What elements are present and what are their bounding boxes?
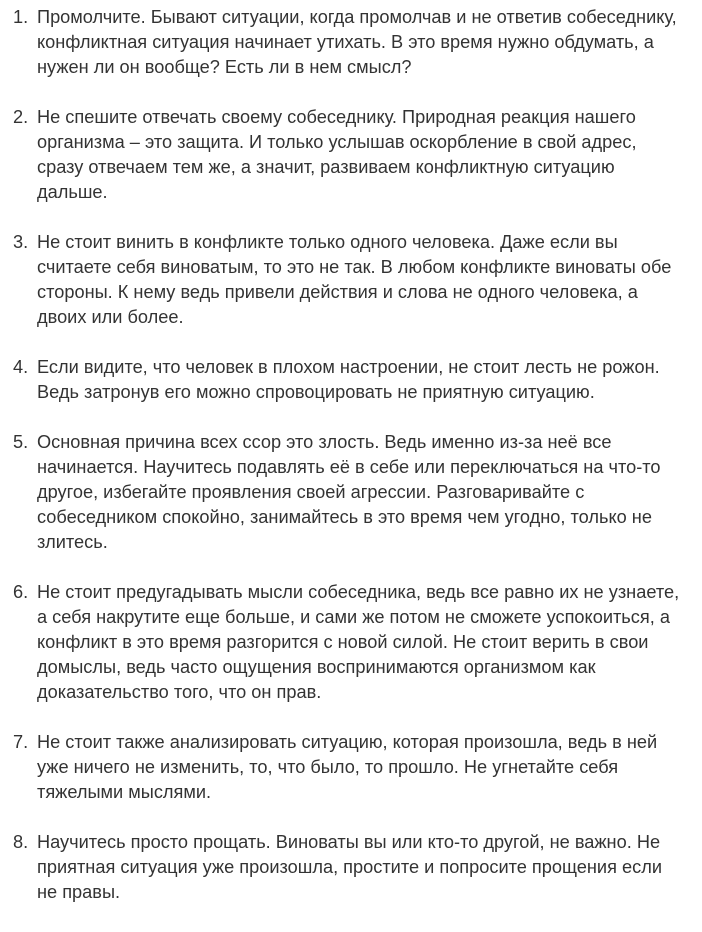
item-text: Основная причина всех ссор это злость. Ведь именно из-за неё все начинается. Научитесь подавлять её в себе или переключаться на что-то другое, избегайте проявления своей агрессии. Разговаривайте с собеседником спокойно, занимайтесь в это время чем угодно, только не злитесь. [37, 432, 661, 552]
item-number: 4. [13, 357, 29, 377]
item-number: 1. [13, 7, 29, 27]
list-item [13, 730, 702, 805]
list-item [13, 355, 702, 405]
item-text: Промолчите. Бывают ситуации, когда промолчав и не ответив собеседнику, конфликтная ситуация начинает утихать. В это время нужно обдумать, а нужен ли он вообще? Есть ли в нем смысл? [37, 7, 677, 77]
item-text: Научитесь просто прощать. Виноваты вы или кто-то другой, не важно. Не приятная ситуация уже произошла, простите и попросите прощения если не правы. [37, 832, 662, 902]
list-item [13, 5, 702, 80]
item-text: Не стоит предугадывать мысли собеседника, ведь все равно их не узнаете, а себя накрутите еще больше, и сами же потом не сможете успокоиться, а конфликт в это время разгорится с новой силой. Не стоит верить в свои домыслы, ведь часто ощущения воспринимаются организмом как доказательство того, что он прав. [37, 582, 680, 702]
item-number: 3. [13, 232, 29, 252]
list-item [13, 230, 702, 330]
item-number: 6. [13, 582, 29, 602]
item-number: 2. [13, 107, 29, 127]
list-item [13, 430, 702, 555]
item-text: Не стоит винить в конфликте только одного человека. Даже если вы считаете себя виноватым, то это не так. В любом конфликте виноваты обе стороны. К нему ведь привели действия и слова не одного человека, а двоих или более. [37, 232, 672, 327]
list-item [13, 105, 702, 205]
item-text: Если видите, что человек в плохом настроении, не стоит лесть не рожон. Ведь затронув его можно спровоцировать не приятную ситуацию. [37, 357, 660, 402]
item-number: 5. [13, 432, 29, 452]
list-item [13, 830, 702, 905]
item-number: 8. [13, 832, 29, 852]
item-number: 7. [13, 732, 29, 752]
item-text: Не стоит также анализировать ситуацию, которая произошла, ведь в ней уже ничего не изменить, то, что было, то прошло. Не угнетайте себя тяжелыми мыслями. [37, 732, 658, 802]
item-text: Не спешите отвечать своему собеседнику. Природная реакция нашего организма – это защита. И только услышав оскорбление в свой адрес, сразу отвечаем тем же, а значит, развиваем конфликтную ситуацию дальше. [37, 107, 637, 202]
list-item [13, 580, 702, 705]
